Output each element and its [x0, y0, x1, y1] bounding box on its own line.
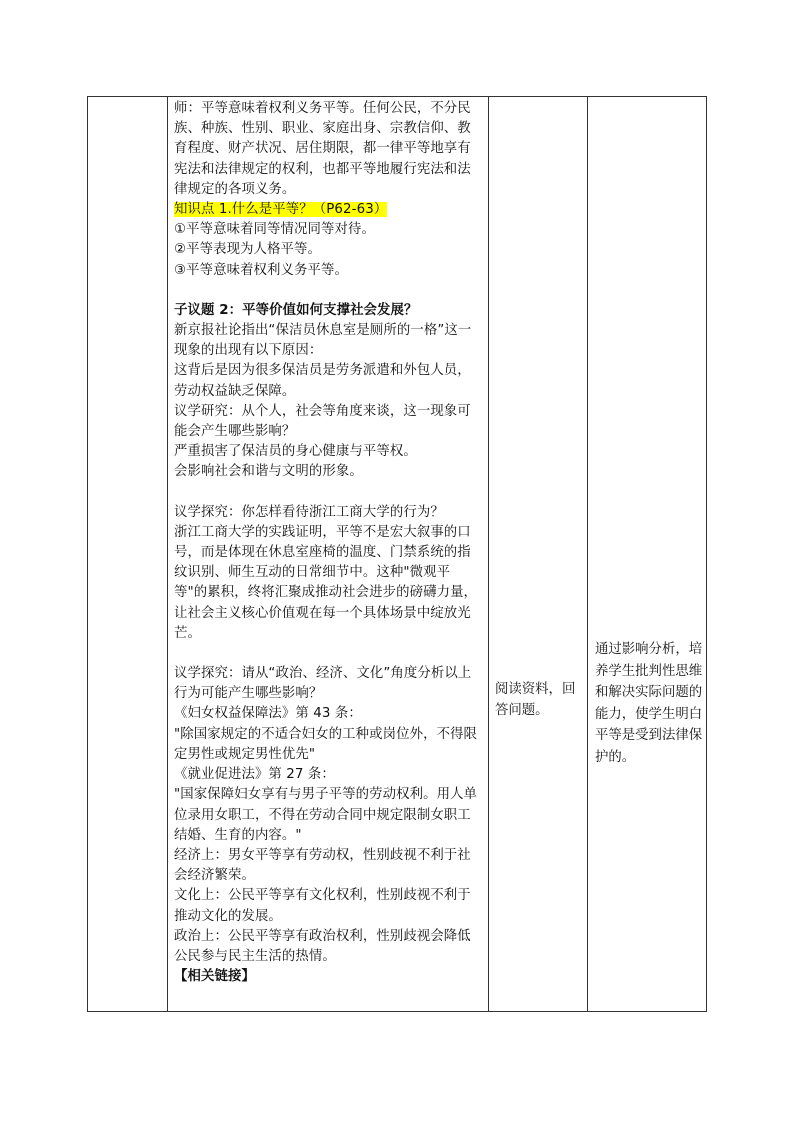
- stage-cell: [88, 97, 168, 1012]
- law-citation: 《就业促进法》第 27 条：: [174, 767, 335, 783]
- spacer: [174, 281, 483, 301]
- student-activity-cell: [489, 97, 588, 1012]
- subtopic-2-line: 这背后是因为很多保洁员是劳务派遣和外包人员，劳动权益缺乏保障。: [174, 363, 471, 399]
- law-text: "除国家规定的不适合妇女的工种或岗位外，不得限定男性或规定男性优先": [174, 726, 478, 762]
- analysis-politics: 政治上：公民平等享有政治权利，性别歧视会降低公民参与民主生活的热情。: [174, 928, 471, 964]
- student-activity-text: 阅读资料，回答问题。: [495, 682, 576, 718]
- lesson-plan-table: [87, 96, 707, 1012]
- subtopic-2-line: 严重损害了保洁员的身心健康与平等权。: [174, 444, 417, 460]
- inquiry-2-question: 议学探究：请从“政治、经济、文化”角度分析以上行为可能产生哪些影响？: [174, 666, 472, 702]
- inquiry-1-answer: 浙江工商大学的实践证明，平等不是宏大叙事的口号，而是体现在休息室座椅的温度、门禁系统的指纹识别、师生互动的日常细节中。这种"微观平等"的累积，终将汇聚成推动社会进步的磅礴力量，让社会主义核心价值观在每一个具体场景中绽放光芒。: [174, 524, 478, 641]
- analysis-economy: 经济上：男女平等享有劳动权，性别歧视不利于社会经济繁荣。: [174, 847, 471, 884]
- design-intent-cell: [588, 97, 707, 1012]
- table-row: [88, 97, 707, 1012]
- design-intent-text: 通过影响分析，培养学生批判性思维和解决实际问题的能力，使学生明白平等是受到法律保护的。: [595, 642, 703, 765]
- teacher-statement: 师：平等意味着权利义务平等。任何公民，不分民族、种族、性别、职业、家庭出身、宗教信仰、教育程度、财产状况、居住期限，都一律平等地享有宪法和法律规定的权利，也都平等地履行宪法和法律规定的各项义务。: [174, 101, 471, 197]
- inquiry-1-question: 议学探究：你怎样看待浙江工商大学的行为？: [174, 504, 444, 520]
- analysis-culture: 文化上：公民平等享有文化权利，性别歧视不利于推动文化的发展。: [174, 888, 471, 924]
- related-link-heading: 【相关链接】: [174, 969, 255, 985]
- content-cell: [168, 97, 489, 1012]
- spacer: [174, 644, 483, 664]
- point-2: ②平等表现为人格平等。: [174, 242, 322, 258]
- spacer: [174, 483, 483, 503]
- point-1: ①平等意味着同等情况同等对待。: [174, 222, 375, 238]
- subtopic-2-line: 新京报社论指出“保洁员休息室是厕所的一格”这一现象的出现有以下原因：: [174, 323, 472, 359]
- law-text: "国家保障妇女享有与男子平等的劳动权利。用人单位录用女职工，不得在劳动合同中规定限制女职工结婚、生育的内容。": [174, 787, 478, 843]
- law-citation: 《妇女权益保障法》第 43 条：: [174, 706, 362, 722]
- subtopic-2-line: 议学研究：从个人，社会等角度来谈，这一现象可能会产生哪些影响？: [174, 403, 471, 440]
- subtopic-2-title: 子议题 2：平等价值如何支撑社会发展？: [174, 302, 418, 318]
- knowledge-point-heading: 知识点 1.什么是平等？（P62-63）: [174, 202, 388, 218]
- subtopic-2-line: 会影响社会和谐与文明的形象。: [174, 464, 363, 480]
- point-3: ③平等意味着权利义务平等。: [174, 262, 348, 278]
